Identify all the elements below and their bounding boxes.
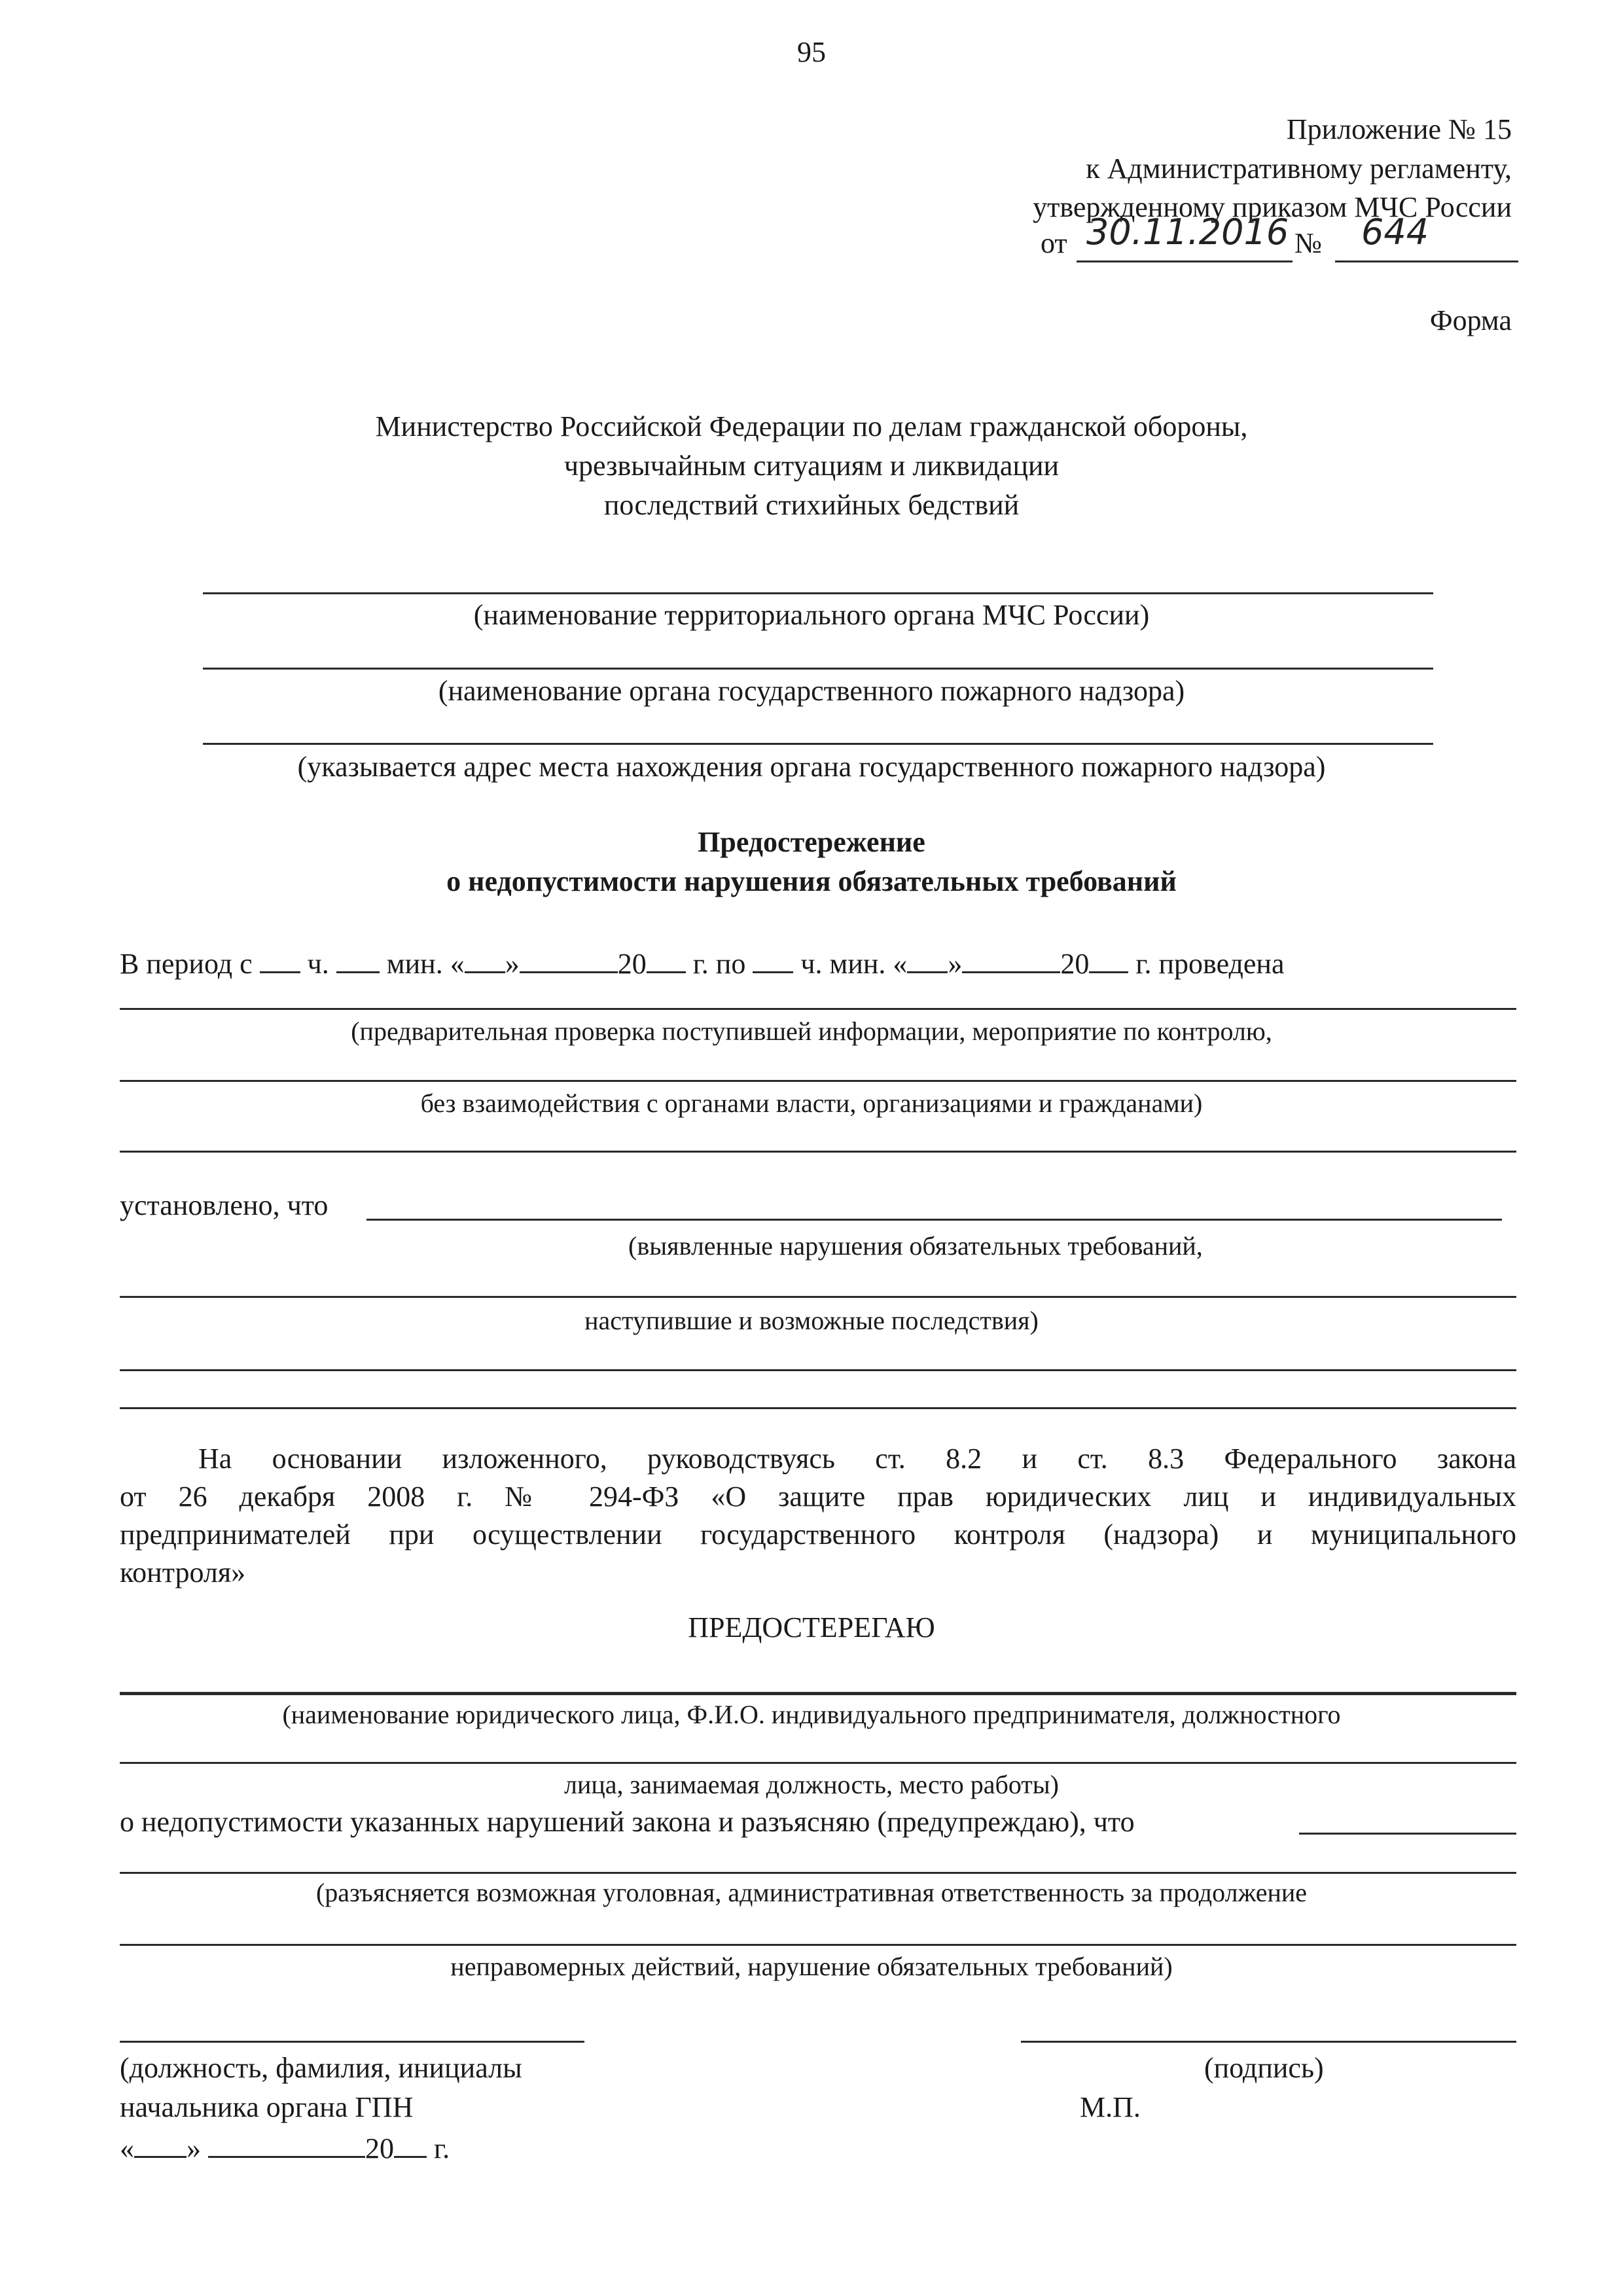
sign-date-open: «: [120, 2132, 134, 2164]
check-type-line-3: [120, 1151, 1516, 1153]
sign-date-close: »: [187, 2132, 201, 2164]
period-y1: 20: [617, 948, 647, 980]
date-underline: [1077, 260, 1293, 262]
established-caption-2: наступившие и возможные последствия): [584, 1306, 1039, 1335]
period-h1: ч.: [307, 948, 329, 980]
check-caption-line-2: без взаимодействия с органами власти, организациями и гражданами): [420, 1088, 1203, 1118]
period-day-2-blank: [907, 948, 948, 973]
title-line-1: Предостережение: [698, 826, 925, 858]
territorial-body-caption: (наименование территориального органа МЧС России): [473, 599, 1150, 631]
appendix-date-prefix: от: [1041, 227, 1067, 259]
established-line-3: [120, 1369, 1516, 1371]
period-m1: мин. «: [386, 948, 465, 980]
ministry-line-1: Министерство Российской Федерации по делам гражданской обороны,: [375, 410, 1248, 442]
handwritten-date: 30.11.2016: [1086, 211, 1289, 253]
appendix-line-3: утвержденному приказом МЧС России: [1033, 191, 1512, 223]
sign-month-blank: [208, 2132, 365, 2158]
period-q2: »: [948, 948, 963, 980]
period-hm2: ч. мин. «: [800, 948, 908, 980]
supervision-body-line: [203, 668, 1433, 670]
explain-blank: [1299, 1833, 1516, 1835]
basis-line-4: контроля»: [120, 1556, 246, 1588]
signature-left-line-1: (должность, фамилия, инициалы: [120, 2052, 522, 2084]
sign-date-suffix: г.: [434, 2132, 450, 2164]
explain-line-2: [120, 1944, 1516, 1946]
established-line-2: [120, 1296, 1516, 1298]
person-caption-1: (наименование юридического лица, Ф.И.О. индивидуального предпринимателя, должностного: [282, 1700, 1341, 1729]
sign-day-blank: [134, 2132, 187, 2158]
person-line-1: [120, 1692, 1516, 1695]
number-underline: [1335, 260, 1518, 262]
supervision-body-caption: (наименование органа государственного пожарного надзора): [438, 675, 1185, 707]
period-q1: »: [505, 948, 520, 980]
address-line: [203, 743, 1433, 745]
form-label: Форма: [1429, 304, 1512, 336]
signature-left-line-2: начальника органа ГПН: [120, 2091, 414, 2123]
established-caption-1: (выявленные нарушения обязательных требований,: [628, 1231, 1203, 1261]
basis-line-1: На основании изложенного, руководствуясь ст. 8.2 и ст. 8.3 Федерального закона: [198, 1443, 1516, 1475]
appendix-line-2: к Административному регламенту,: [1086, 152, 1512, 185]
period-prefix: В период с: [120, 948, 253, 980]
basis-line-3: предпринимателей при осуществлении государственного контроля (надзора) и муниципального: [120, 1518, 1516, 1551]
period-year-1-blank: [647, 948, 686, 973]
signature-date-row: [120, 2132, 450, 2163]
position-line: [120, 2041, 584, 2043]
territorial-body-line: [203, 592, 1433, 594]
explain-text: о недопустимости указанных нарушений закона и разъясняю (предупреждаю), что: [120, 1806, 1135, 1838]
period-suffix: г. проведена: [1135, 948, 1285, 980]
period-min-1-blank: [336, 948, 380, 973]
period-y2: 20: [1060, 948, 1090, 980]
page-number: 95: [797, 36, 826, 68]
period-year-2-blank: [1089, 948, 1128, 973]
check-caption-line-1: (предварительная проверка поступившей информации, мероприятие по контролю,: [351, 1016, 1272, 1046]
title-line-2: о недопустимости нарушения обязательных требований: [446, 865, 1177, 897]
check-type-line-1: [120, 1008, 1516, 1010]
check-type-line-2: [120, 1080, 1516, 1082]
period-month-2-blank: [962, 948, 1060, 973]
address-caption: (указывается адрес места нахождения органа государственного пожарного надзора): [297, 751, 1326, 783]
explain-caption-1: (разъясняется возможная уголовная, административная ответственность за продолжение: [315, 1878, 1308, 1907]
established-line-1: [366, 1219, 1502, 1221]
signature-caption: (подпись): [1204, 2052, 1324, 2084]
period-row: [120, 948, 1285, 978]
person-caption-2: лица, занимаемая должность, место работы): [564, 1770, 1059, 1799]
seal-label: М.П.: [1080, 2091, 1141, 2123]
period-month-1-blank: [520, 948, 618, 973]
handwritten-number: 644: [1361, 211, 1429, 253]
ministry-line-2: чрезвычайным ситуациям и ликвидации: [563, 450, 1060, 482]
period-hour-1-blank: [260, 948, 300, 973]
basis-line-2: от 26 декабря 2008 г. № 294-ФЗ «О защите прав юридических лиц и индивидуальных: [120, 1480, 1516, 1513]
person-line-2: [120, 1762, 1516, 1764]
explain-line-1: [120, 1872, 1516, 1874]
sign-date-year: 20: [365, 2132, 394, 2164]
appendix-number-sign: №: [1294, 227, 1322, 259]
warn-heading: ПРЕДОСТЕРЕГАЮ: [688, 1611, 935, 1643]
appendix-line-1: Приложение № 15: [1286, 113, 1512, 145]
period-g1: г. по: [692, 948, 746, 980]
period-hour-2-blank: [753, 948, 793, 973]
established-label: установлено, что: [120, 1189, 329, 1221]
established-line-4: [120, 1407, 1516, 1409]
ministry-line-3: последствий стихийных бедствий: [603, 489, 1020, 521]
explain-caption-2: неправомерных действий, нарушение обязательных требований): [450, 1952, 1173, 1981]
signature-line: [1021, 2041, 1516, 2043]
sign-year-blank: [394, 2132, 427, 2158]
period-day-1-blank: [465, 948, 505, 973]
